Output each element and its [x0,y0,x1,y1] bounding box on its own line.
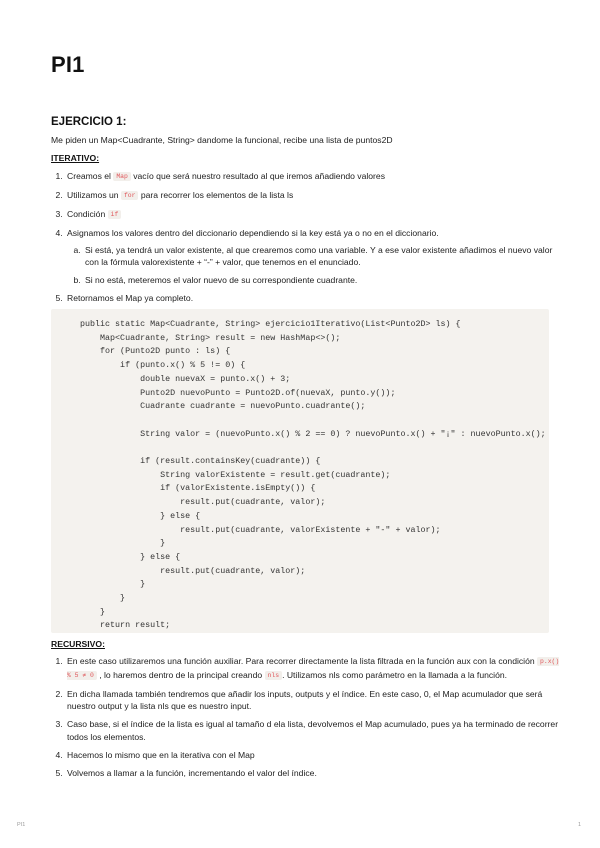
iterative-step: 4. Asignamos los valores dentro del diccionario dependiendo si la key está ya o no en el diccionario. a. Si está, ya tendrá un valor existente, al que crearemos como una variable. Y a ese valor existente añadimos el nuevo valor con la fórmula valorexistente + “-” + valor, que tenemos en el enunciado. b. Si no está, meteremos el valor nuevo de su correspondiente cuadrante. [65,227,565,287]
recursive-step: 5. Volvemos a llamar a la función, incrementando el valor del índice. [65,767,565,780]
inline-code: p.x() % 5 ≠ 0 [67,658,560,679]
recursive-steps-list [51,655,565,785]
iterative-sub-step: b. Si no está, meteremos el valor nuevo de su correspondiente cuadrante. [83,274,565,287]
iterative-sub-step: a. Si está, ya tendrá un valor existente, al que crearemos como una variable. Y a ese valor existente añadimos el nuevo valor con la fórmula valorexistente + “-” + valor, que tenemos en el enunciado. [83,244,565,269]
inline-code: nls [265,671,283,680]
inline-code: Map [113,172,131,181]
footer-title: PI1 [17,822,26,828]
page-title: PI1 [51,52,85,77]
exercise-heading: EJERCICIO 1: [51,116,127,128]
recursive-step: 1. En este caso utilizaremos una función auxiliar. Para recorrer directamente la lista filtrada en la función aux con la condición p.x() % 5 ≠ 0 , lo haremos dentro de la principal creando nls . Utilizamos nls como parámetro en la llamada a la función. [65,655,565,682]
code-content: public static Map<Cuadrante, String> ejercicio1Iterativo(List<Punto2D> ls) { Map<Cuadrante, String> result = new HashMap<>(); for (Punto2D punto : ls) { if (punto.x() % 5 != 0) { double nuevaX = punto.x() + 3; Punto2D nuevoPunto = Punto2D.of(nuevaX, punto.y()); Cuadrante cuadrante = nuevoPunto.cuadrante(); String valor = (nuevoPunto.x() % 2 == 0) ? nuevoPunto.x() + "¡" : nuevoPunto.x(); if (result.containsKey(cuadrante)) { String valorExistente = result.get(cuadrante); if (valorExistente.isEmpty()) { result.put(cuadrante, valor); } else { result.put(cuadrante, valorExistente + "-" + valor); } } else { result.put(cuadrante, valor); } } } return result; [80,319,546,631]
iterative-step: 5. Retornamos el Map ya completo. [65,292,565,305]
iterative-step: 1. Creamos el Map vacío que será nuestro resultado al que iremos añadiendo valores [65,170,565,184]
recursive-step: 4. Hacemos lo mismo que en la iterativa con el Map [65,749,565,762]
recursive-heading: RECURSIVO: [51,639,105,649]
page-number: 1 [577,822,581,828]
inline-code: if [108,210,122,219]
iterative-step: 2. Utilizamos un for para recorrer los elementos de la lista ls [65,189,565,203]
iterative-heading: ITERATIVO: [51,153,100,163]
recursive-step: 3. Caso base, si el índice de la lista es igual al tamaño d ela lista, devolvemos el Map acumulado, pues ya ha terminado de recorrer todos los elementos. [65,718,565,743]
iterative-step: 3. Condición if [65,208,565,222]
recursive-step: 2. En dicha llamada también tendremos que añadir los inputs, outputs y el índice. En este caso, 0, el Map acumulador que será nuestro output y la lista nls que es nuestro input. [65,688,565,713]
iterative-sub-steps-list [67,244,565,287]
iterative-steps-list [51,170,565,310]
inline-code: for [121,191,139,200]
intro-text: Me piden un Map<Cuadrante, String> dandome la funcional, recibe una lista de puntos2D [51,135,393,145]
code-block [51,309,549,633]
